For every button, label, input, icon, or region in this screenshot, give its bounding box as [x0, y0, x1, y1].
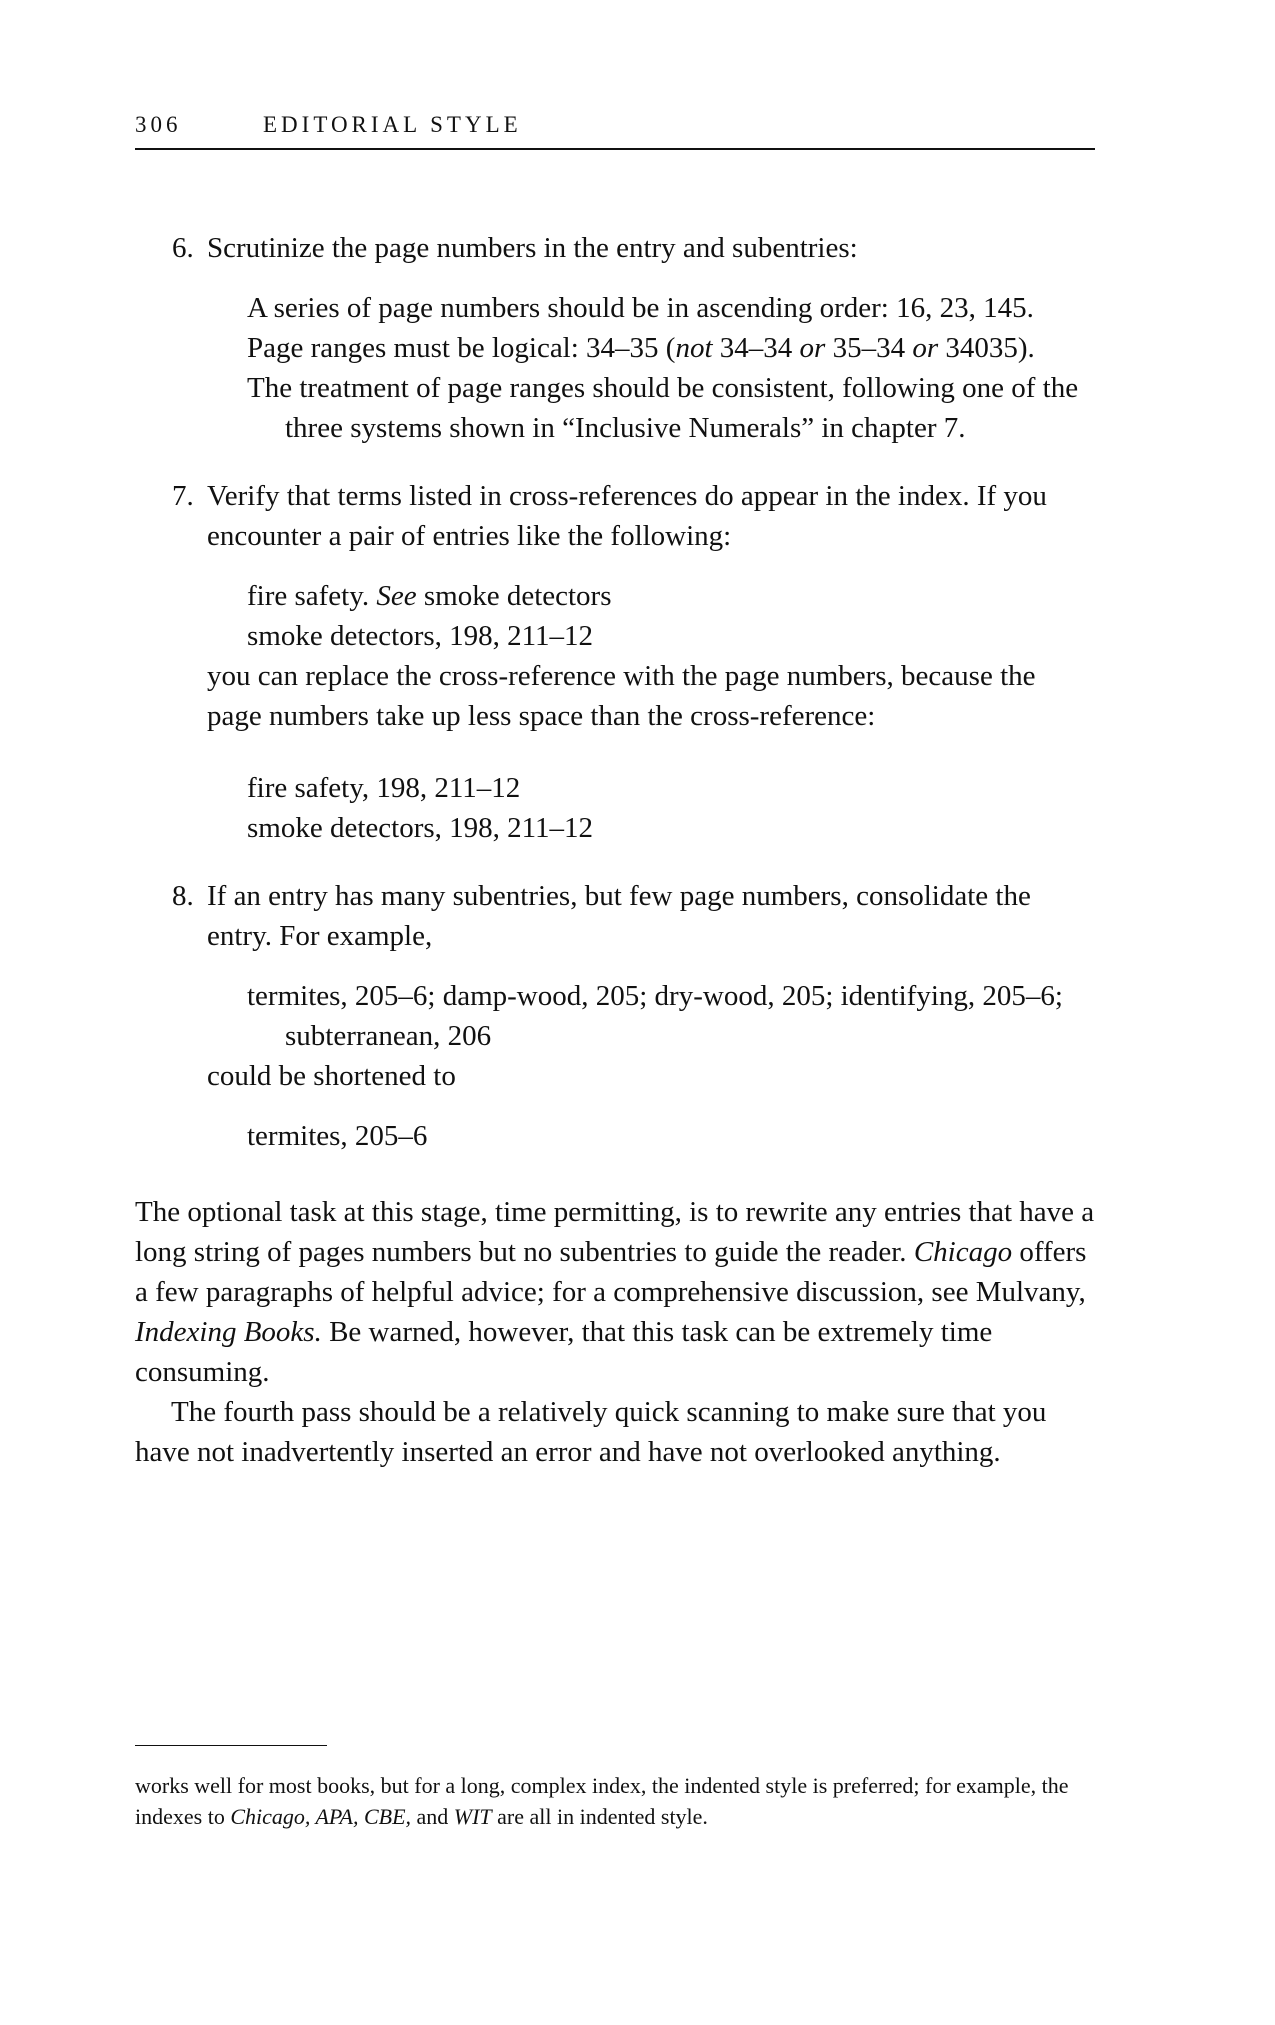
item-text-continued: could be shortened to [207, 1060, 456, 1092]
sub-points [247, 288, 1095, 448]
example-block [247, 976, 1095, 1056]
running-head [135, 112, 1095, 150]
footnote-text: works well for most books, but for a long, complex index, the indented style is preferred; for example, the indexes to Chicago, APA, CBE, and WIT are all in indented style. [135, 1773, 1069, 1829]
page-number: 306 [135, 112, 182, 137]
sub-point: A series of page numbers should be in ascending order: 16, 23, 145. [247, 292, 1034, 324]
example-block [247, 1116, 1095, 1156]
item-text: If an entry has many subentries, but few page numbers, consolidate the entry. For example, [207, 880, 1031, 952]
list-item-6 [135, 228, 1095, 448]
item-text: Scrutinize the page numbers in the entry and subentries: [207, 232, 858, 264]
example-line: termites, 205–6; damp-wood, 205; dry-wood, 205; identifying, 205–6; subterranean, 206 [247, 980, 1063, 1052]
item-number: 7. [172, 480, 194, 512]
page-body [135, 228, 1095, 1472]
item-text: Verify that terms listed in cross-references do appear in the index. If you encounter a pair of entries like the following: [207, 480, 1047, 552]
item-number: 8. [172, 880, 194, 912]
example-line: smoke detectors, 198, 211–12 [247, 812, 594, 844]
example-line: fire safety. See smoke detectors [247, 580, 612, 612]
example-block [247, 768, 1095, 848]
body-paragraph: The fourth pass should be a relatively quick scanning to make sure that you have not inadvertently inserted an error and have not overlooked anything. [135, 1396, 1047, 1468]
item-number: 6. [172, 232, 194, 264]
item-text-continued: you can replace the cross-reference with the page numbers, because the page numbers take up less space than the cross-reference: [207, 660, 1036, 732]
example-line: smoke detectors, 198, 211–12 [247, 620, 594, 652]
example-line: fire safety, 198, 211–12 [247, 772, 521, 804]
example-line: termites, 205–6 [247, 1120, 428, 1152]
sub-point: The treatment of page ranges should be consistent, following one of the three systems shown in “Inclusive Numerals” in chapter 7. [247, 372, 1079, 444]
sub-point: Page ranges must be logical: 34–35 (not 34–34 or 35–34 or 34035). [247, 332, 1035, 364]
body-paragraph: The optional task at this stage, time permitting, is to rewrite any entries that have a long string of pages numbers but no subentries to guide the reader. Chicago offers a few paragraphs of helpful advice; for a comprehensive discussion, see Mulvany, Indexing Books. Be warned, however, that this task can be extremely time consuming. [135, 1196, 1095, 1388]
example-block [247, 576, 1095, 656]
list-item-8 [135, 876, 1095, 1156]
running-title: EDITORIAL STYLE [263, 112, 522, 137]
footnote-rule [135, 1745, 327, 1746]
footnote [135, 1770, 1095, 1832]
list-item-7 [135, 476, 1095, 848]
